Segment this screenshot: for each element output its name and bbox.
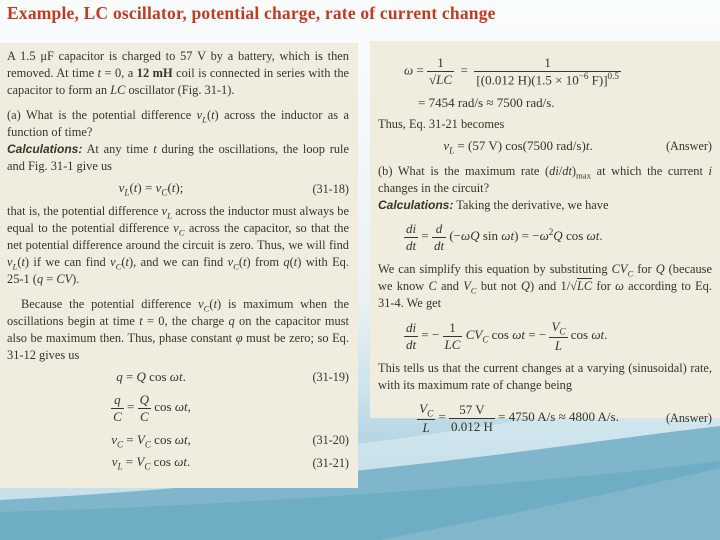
calculations-b-paragraph: Calculations: Taking the derivative, we have [378,198,609,213]
equation-body: $\frac{q}{C}$ = $\frac{Q}{C}$ cos ωt, [113,392,191,425]
equation-q-over-c [7,392,349,424]
equation-31-19 [7,369,349,385]
equation-body: = 7454 rad/s ≈ 7500 rad/s. [418,94,555,110]
equation-body: $v_L = V_C$ cos ωt. [111,454,191,472]
equation-body: $\frac{di}{dt}$ = − $\frac{1}{LC}$ $CV_C$ cos ωt = − $\frac{V_C}{L}$ cos ωt. [406,318,608,353]
equation-didt-simplified [378,319,712,353]
equation-omega-result [378,95,712,111]
equation-vl-answer [378,138,712,156]
simplify-paragraph: We can simplify this equation by substituting $CV_C$ for Q (because we know C and $V_C$ but not Q) and 1/√LC for ω according to Eq. 31-4. We get [378,261,712,310]
equation-31-20 [7,432,349,450]
equation-omega [378,55,712,88]
part-a-question: (a) What is the potential difference $v_L(t)$ across the inductor as a function of time? [7,108,349,140]
equation-body: $v_L(t) = v_C(t)$; [118,180,184,198]
calculations-a-paragraph: Calculations: At any time t during the oscillations, the loop rule and Fig. 31-1 give us [7,142,350,174]
equation-number: (31-20) [312,433,349,447]
answer-label: (Answer) [665,138,712,153]
equation-number: (31-19) [312,369,349,384]
thus-paragraph: Thus, Eq. 31-21 becomes [378,116,505,131]
loop-rule-paragraph: that is, the potential difference $v_L$ across the inductor must always be equal to the potential difference $v_C$ across the capacitor, so that the net potential difference around the circuit is zero. Thus, we will find $v_L(t)$ if we can find $v_C(t)$, and we can find $v_C(t)$ from q(t) with Eq. 25-1 (q = CV). [7,203,349,287]
intro-paragraph: A 1.5 μF capacitor is charged to 57 V by a battery, which is then removed. At time t = 0, a 12 mH coil is connected in series with the capacitor to form an LC oscillator (Fig. 31-1). [7,49,350,97]
equation-final-answer [378,401,712,435]
page-title: Example, LC oscillator, potential charge, rate of current change [7,3,496,23]
solution-panel [370,41,720,435]
equation-body: ω = $\frac{1}{√LC}$ = $\frac{1}{[(0.012 H)(1.5 \times 10^{-6} F)]^{0.5}}$ [404,55,619,87]
equation-body: $v_C = V_C$ cos ωt, [111,431,191,450]
equation-body: q = Q cos ωt. [116,369,186,385]
equation-number: (31-18) [312,181,349,196]
problem-panel [0,43,358,488]
part-b-question: (b) What is the maximum rate $(di/dt)_{max}$ at which the current i changes in the circuit? [378,164,712,196]
equation-body: $v_L = (57$ V) cos(7500 rad/s)t. [443,137,593,156]
answer-label: (Answer) [665,410,712,425]
equation-31-21 [7,454,349,472]
equation-31-18 [7,180,349,198]
equation-didt-derivative [378,221,712,253]
equation-body: $\frac{V_C}{L}$ = $\frac{57 V}{0.012 H}$ = 4750 A/s ≈ 4800 A/s. [419,401,619,435]
equation-body: $\frac{di}{dt}$ = $\frac{d}{dt}$ (−ωQ $\sin \omega t) = -\omega^2Q$ cos ωt. [406,221,603,253]
equation-number: (31-21) [312,455,349,470]
because-paragraph: Because the potential difference $v_C(t)$ is maximum when the oscillations begin at time t = 0, the charge q on the capacitor must also be maximum then. Thus, phase constant φ must be zero; so Eq. 31-12 gives us [7,297,349,363]
varying-rate-paragraph: This tells us that the current changes at a varying (sinusoidal) rate, with its maximum rate of change being [378,361,712,393]
